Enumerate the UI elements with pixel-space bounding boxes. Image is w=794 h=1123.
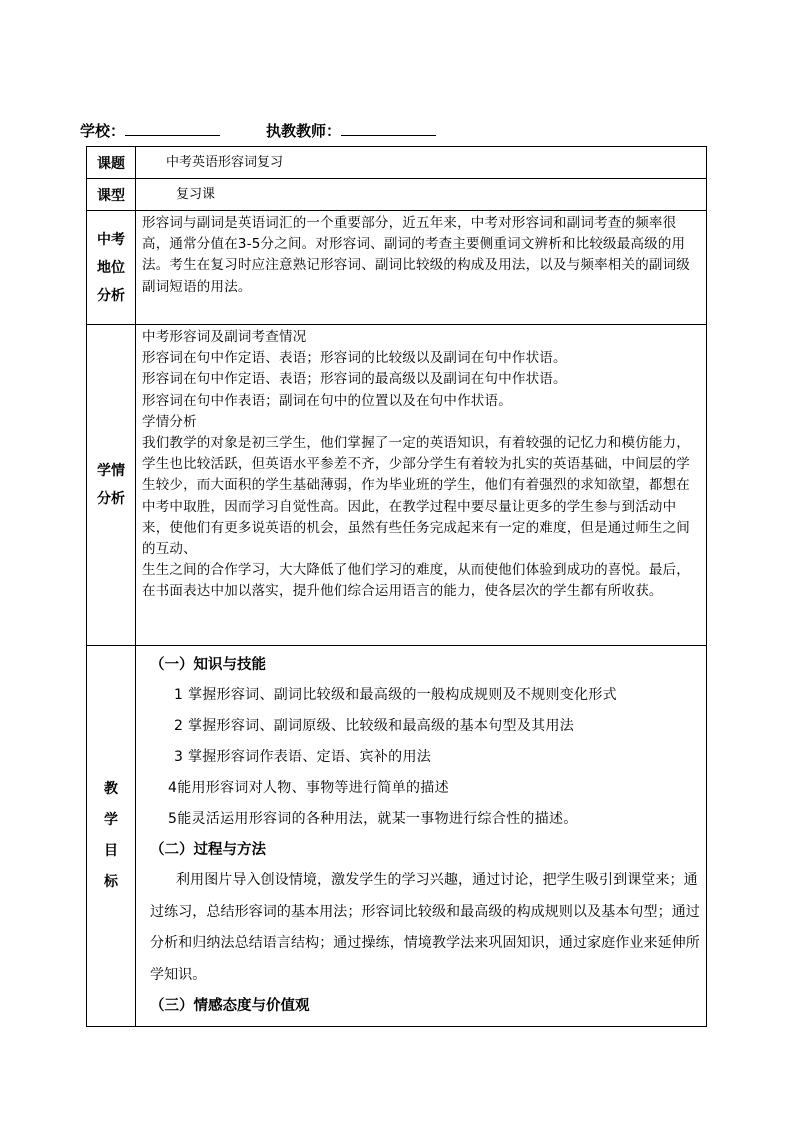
- label-line: 标: [104, 874, 118, 890]
- teacher-label: 执教教师：: [266, 122, 342, 140]
- exam-position-text: 形容词与副词是英语词汇的一个重要部分，近五年来，中考对形容词和副词考查的频率很高，通常分值在3-5分之间。对形容词、副词的考查主要侧重词文辨析和比较级最高级的用法。考生在复习时应注意熟记形容词、副词比较级的构成及用法，以及与频率相关的副词级副词短语的用法。: [142, 215, 690, 295]
- school-blank[interactable]: [125, 121, 220, 136]
- learning-analysis-paragraph: 我们教学的对象是初三学生，他们掌握了一定的英语知识，有着较强的记忆力和模仿能力，学生也比较活跃，但英语水平参差不齐，少部分学生有着较为扎实的英语基础，中间层的学生较少，而大面积的学生基础薄弱，作为毕业班的学生，他们有着强烈的求知欲望，都想在中考中取胜，因而学习自觉性高。因此，在教学过程中要尽量让更多的学生参与到活动中来，使他们有更多说英语的机会，虽然有些任务完成起来有一定的难度，但是通过师生之间的互动、: [142, 435, 690, 558]
- teaching-objectives-cell: [136, 646, 707, 1027]
- learning-analysis-heading: 学情分析: [142, 413, 197, 430]
- course-type-cell: [136, 179, 707, 211]
- school-label: 学校：: [80, 122, 126, 140]
- process-method-title: （二）过程与方法: [150, 842, 266, 858]
- course-title-row: [87, 147, 707, 179]
- course-title-label: 课题: [87, 147, 136, 179]
- course-type-value: 复习课: [176, 187, 216, 202]
- objective-item: 4能用形容词对人物、事物等进行简单的描述: [168, 780, 449, 796]
- exam-stats-heading: 中考形容词及副词考查情况: [142, 329, 307, 345]
- objective-item: 5能灵活运用形容词的各种用法，就某一事物进行综合性的描述。: [168, 811, 578, 827]
- objective-item: 1 掌握形容词、副词比较级和最高级的一般构成规则及不规则变化形式: [174, 687, 617, 703]
- label-line: 中考: [97, 231, 125, 248]
- teaching-objectives-label: [87, 646, 136, 1027]
- process-method-text: 利用图片导入创设情境，激发学生的学习兴趣，通过讨论，把学生吸引到课堂来；通过练习，总结形容词的基本用法；形容词比较级和最高级的构成规则以及基本句型；通过分析和归纳法总结语言结构；通过操练，情境教学法来巩固知识，通过家庭作业来延伸所学知识。: [150, 872, 700, 983]
- course-type-row: [87, 179, 707, 211]
- exam-position-label: [87, 211, 136, 325]
- label-line: 地位: [97, 259, 125, 276]
- label-line: 分析: [97, 491, 125, 507]
- teaching-objectives-row: [87, 646, 707, 1027]
- teacher-blank[interactable]: [341, 121, 436, 136]
- lesson-plan-table: [86, 146, 707, 1027]
- label-line: 目: [104, 843, 118, 859]
- label-line: 分析: [97, 287, 125, 304]
- course-title-cell: [136, 147, 707, 179]
- learning-situation-cell: [136, 325, 707, 646]
- knowledge-skills-title: （一）知识与技能: [150, 657, 266, 673]
- exam-stats-line: 形容词在句中作定语、表语；形容词的最高级以及副词在句中作状语。: [142, 371, 567, 388]
- attitude-values-title: （三）情感态度与价值观: [150, 998, 310, 1014]
- label-line: 学: [104, 812, 118, 828]
- learning-situation-label: [87, 325, 136, 646]
- learning-situation-row: [87, 325, 707, 646]
- exam-position-cell: [136, 211, 707, 325]
- learning-situation-text: [136, 325, 706, 603]
- course-type-label: 课型: [87, 179, 136, 211]
- label-line: 学情: [97, 463, 125, 479]
- exam-stats-line: 形容词在句中作表语；副词在句中的位置以及在句中作状语。: [142, 392, 512, 409]
- objective-item: 3 掌握形容词作表语、定语、宾补的用法: [174, 749, 432, 765]
- learning-analysis-paragraph: 生生之间的合作学习，大大降低了他们学习的难度，从而使他们体验到成功的喜悦。最后，在书面表达中加以落实，提升他们综合运用语言的能力，使各层次的学生都有所收获。: [142, 562, 690, 600]
- course-title-value: 中考英语形容词复习: [166, 155, 284, 170]
- exam-stats-line: 形容词在句中作定语、表语；形容词的比较级以及副词在句中作状语。: [142, 350, 567, 367]
- label-line: 教: [104, 781, 118, 797]
- exam-position-row: [87, 211, 707, 325]
- objective-item: 2 掌握形容词、副词原级、比较级和最高级的基本句型及其用法: [174, 718, 575, 734]
- document-header: [80, 120, 436, 140]
